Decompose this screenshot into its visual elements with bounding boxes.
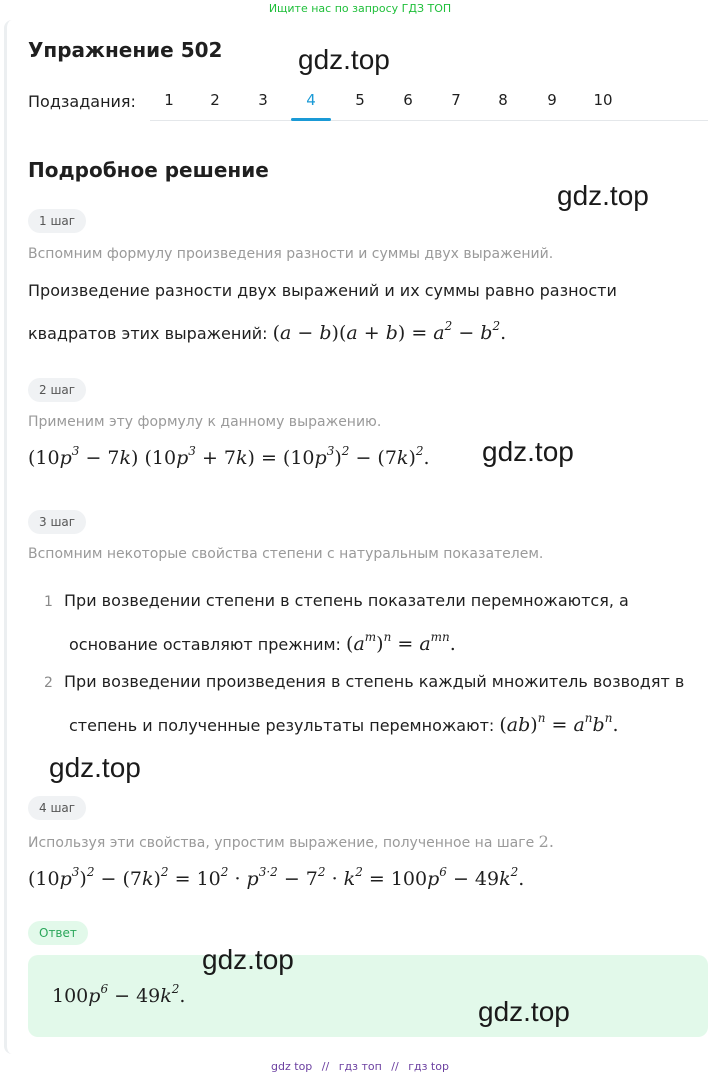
answer-badge: Ответ — [28, 921, 88, 945]
list-item-2-line-1: При возведении произведения в степень каждый множитель возводят в — [64, 672, 685, 691]
step-4-hint-text: Используя эти свойства, упростим выражение, полученное на шаге — [28, 835, 535, 851]
step-1-badge: 1 шаг — [28, 209, 86, 233]
list-item-1-line-1: При возведении степени в степень показатели перемножаются, а — [64, 591, 629, 610]
list-item-2-line-2-label: степень и полученные результаты перемножают: — [69, 716, 495, 735]
tab-10[interactable]: 10 — [593, 91, 613, 109]
tab-3[interactable]: 3 — [258, 91, 268, 109]
step-4-badge: 4 шаг — [28, 796, 86, 820]
step-4-hint — [28, 832, 554, 851]
step-1-text-line-2 — [28, 309, 506, 351]
tab-7[interactable]: 7 — [451, 91, 461, 109]
step-3-hint: Вспомним некоторые свойства степени с натуральным показателем. — [28, 546, 544, 562]
tab-4[interactable]: 4 — [306, 91, 316, 109]
step-1-hint: Вспомним формулу произведения разности и суммы двух выражений. — [28, 246, 554, 262]
tab-2[interactable]: 2 — [210, 91, 220, 109]
footer — [0, 1060, 720, 1073]
watermark: gdz.top — [482, 436, 574, 467]
step-2-badge: 2 шаг — [28, 378, 86, 402]
tab-6[interactable]: 6 — [403, 91, 413, 109]
step-2-hint: Применим эту формулу к данному выражению. — [28, 414, 382, 430]
step-4-formula: $(10p^3)^2 - (7k)^2 = 10^2 \cdot p^{3\cdot 2} - 7^2 \cdot k^2 = 100p^6 - 49k^2$. — [28, 865, 525, 890]
step-3-badge: 3 шаг — [28, 510, 86, 534]
tabs-divider — [150, 120, 708, 121]
footer-link-2[interactable]: гдз топ — [338, 1060, 382, 1073]
list-item-2 — [64, 664, 704, 744]
subtasks-label: Подзадания: — [28, 92, 136, 111]
step-1-text-line-2-label: квадратов этих выражений: — [28, 324, 268, 343]
footer-separator: // — [321, 1060, 330, 1073]
tab-8[interactable]: 8 — [498, 91, 508, 109]
watermark: gdz.top — [298, 44, 390, 75]
active-tab-underline — [291, 118, 331, 121]
list-item-2-number: 2 — [44, 675, 53, 691]
list-item-2-line-2 — [64, 700, 704, 744]
watermark: gdz.top — [478, 996, 570, 1027]
tab-9[interactable]: 9 — [547, 91, 557, 109]
tab-1[interactable]: 1 — [164, 91, 174, 109]
list-item-1-number: 1 — [44, 594, 53, 610]
formula-power-of-power: $(a^m)^n = a^{mn}$. — [346, 630, 456, 655]
answer-formula: $100p^6 - 49k^2$. — [52, 982, 186, 1007]
answer-box — [28, 955, 708, 1037]
watermark: gdz.top — [49, 752, 141, 783]
list-item-1 — [64, 583, 704, 663]
list-item-1-line-2-label: основание оставляют прежним: — [69, 635, 341, 654]
footer-link-3[interactable]: гдз top — [408, 1060, 449, 1073]
watermark: gdz.top — [202, 944, 294, 975]
step-1-text-line-1: Произведение разности двух выражений и их суммы равно разности — [28, 281, 617, 300]
exercise-title: Упражнение 502 — [28, 38, 223, 62]
footer-separator: // — [391, 1060, 399, 1073]
list-item-1-line-2 — [64, 619, 704, 663]
step-4-hint-step: 2. — [538, 832, 554, 851]
formula-power-of-product: $(ab)^n = a^nb^n$. — [499, 711, 619, 736]
section-title: Подробное решение — [28, 158, 269, 182]
step-2-formula: $(10p^3 - 7k) (10p^3 + 7k) = (10p^3)^2 - (7k)^2$. — [28, 444, 430, 469]
watermark: gdz.top — [557, 180, 649, 211]
top-banner[interactable]: Ищите нас по запросу ГДЗ ТОП — [268, 2, 452, 15]
formula-difference-of-squares: $(a - b)(a + b) = a^2 - b^2$. — [272, 319, 507, 344]
footer-link-1[interactable]: gdz top — [271, 1060, 313, 1073]
tab-5[interactable]: 5 — [355, 91, 365, 109]
